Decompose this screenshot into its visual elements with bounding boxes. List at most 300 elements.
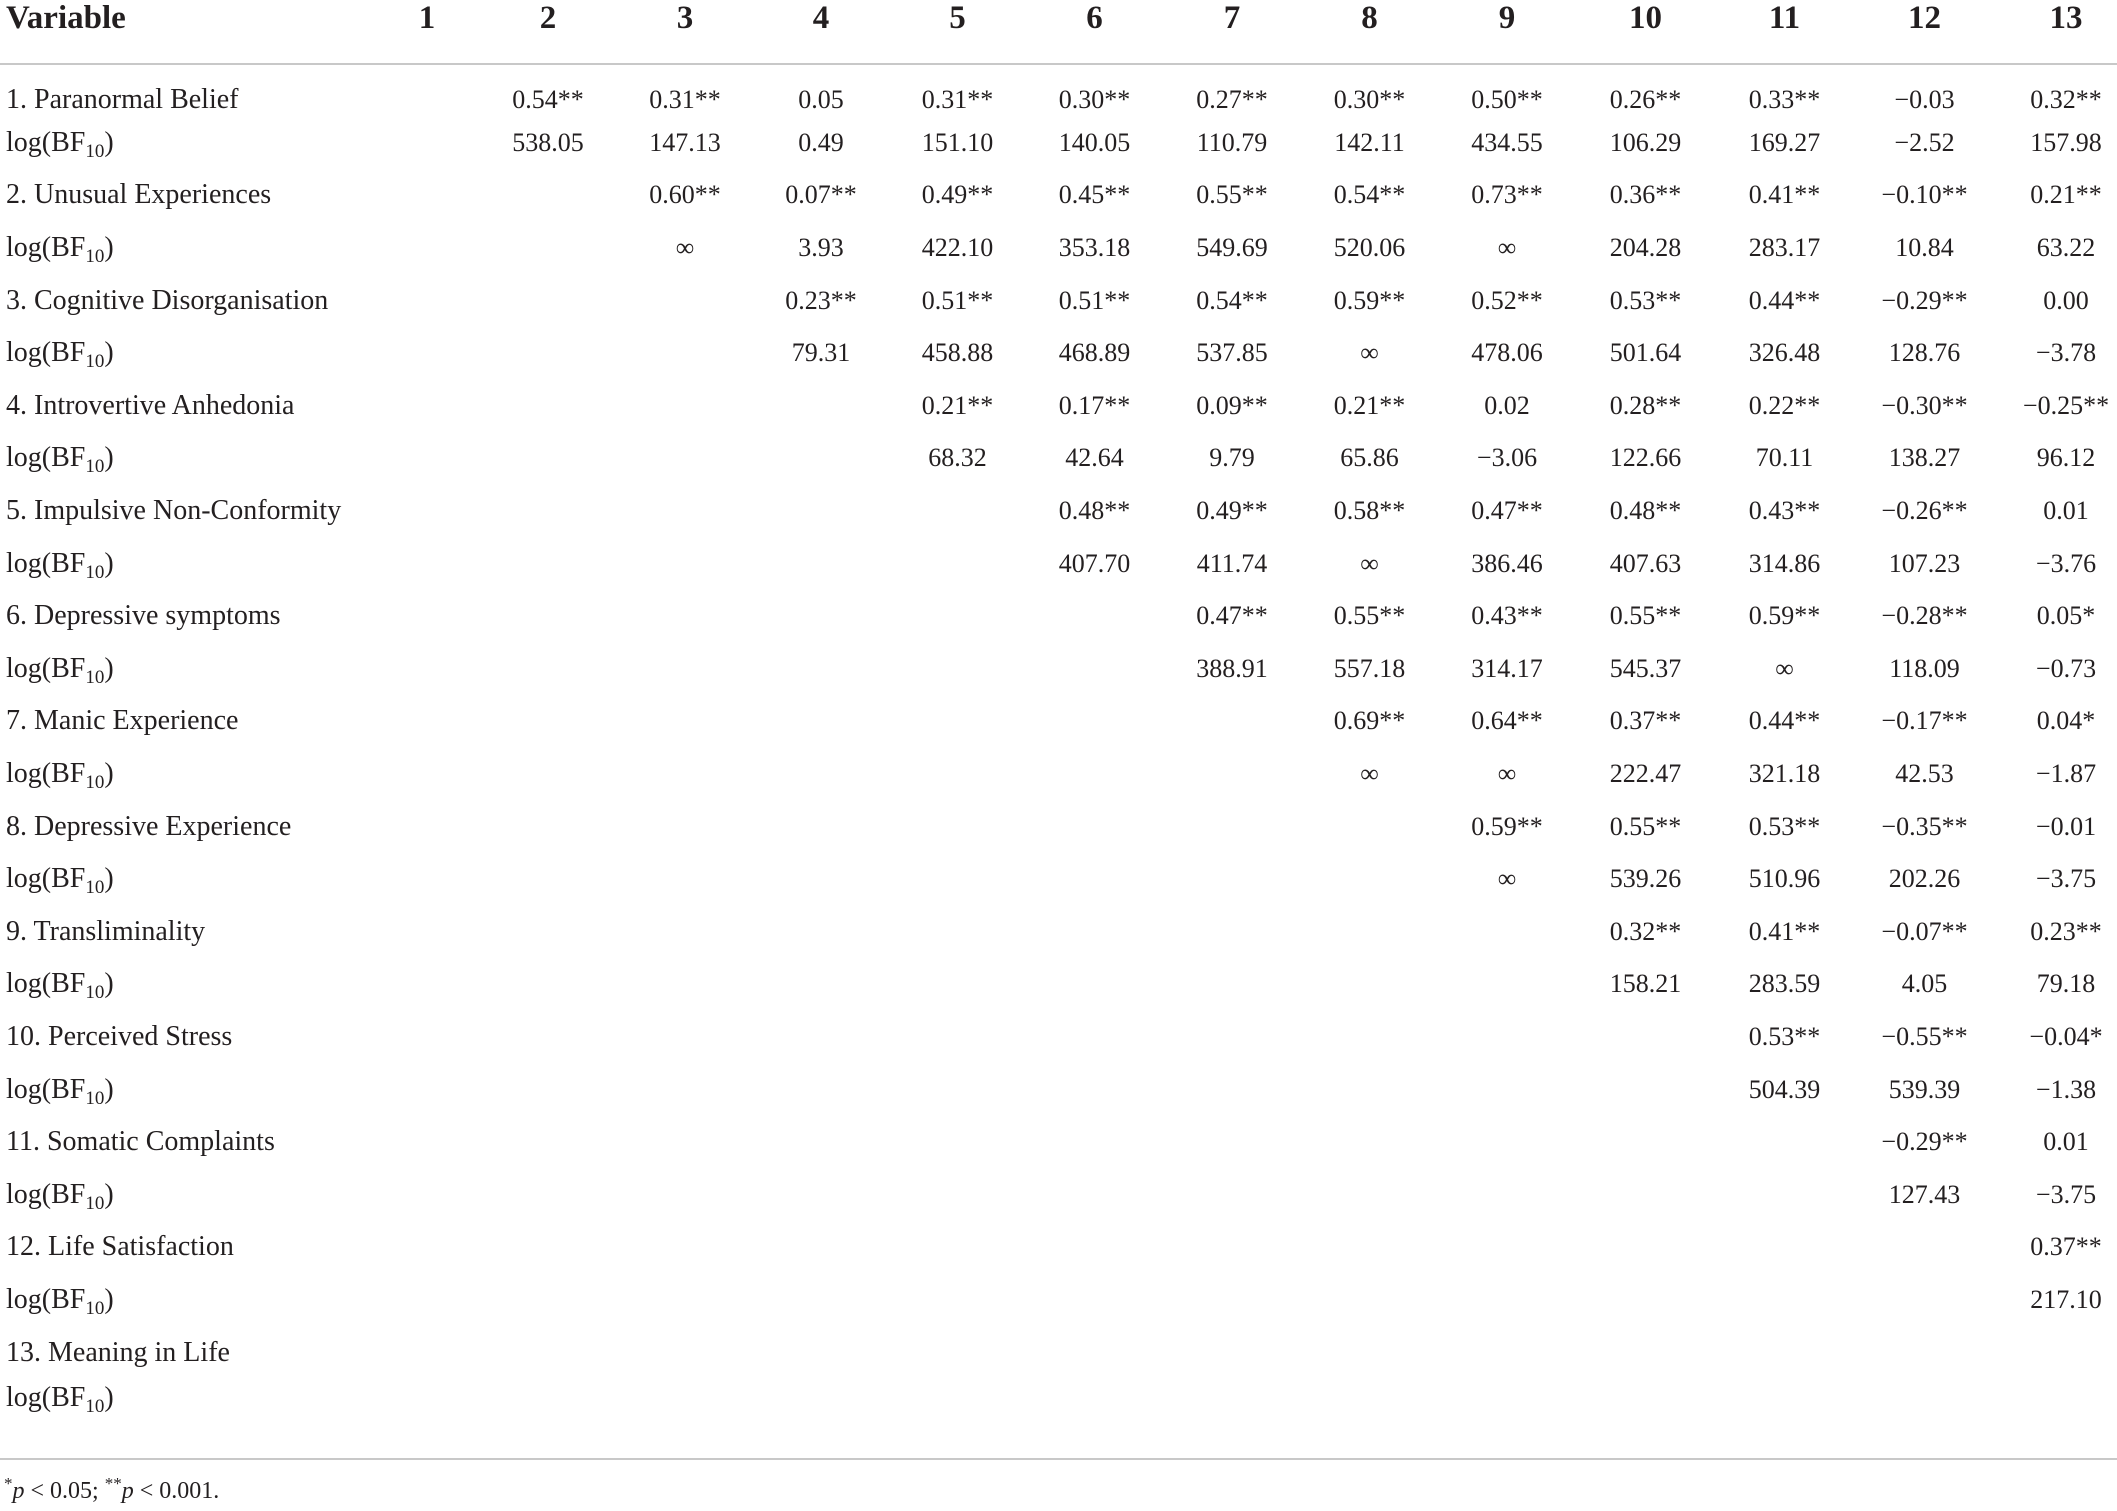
bayes-factor-cell: 407.70 <box>1058 548 1131 578</box>
correlation-row <box>0 1221 2117 1274</box>
bayes-factor-cell: ∞ <box>1775 653 1794 683</box>
log-bf-label <box>0 1379 375 1432</box>
variable-label: 2. Unusual Experiences <box>6 179 272 211</box>
correlation-cell <box>889 906 1026 959</box>
correlation-cell: −0.28** <box>1881 601 1968 631</box>
log-bf-label <box>0 643 375 696</box>
correlation-row <box>0 380 2117 433</box>
table-body <box>0 64 2117 1431</box>
correlation-cell <box>1163 906 1301 959</box>
bayes-factor-cell: −3.06 <box>1476 443 1538 473</box>
correlation-cell <box>375 485 479 538</box>
correlation-cell <box>479 1221 617 1274</box>
variable-label: 1. Paranormal Belief <box>6 83 239 115</box>
correlation-cell: 0.69** <box>1333 706 1406 736</box>
correlation-cell <box>1576 1326 1715 1379</box>
log-bf-label-close: ) <box>104 968 114 1000</box>
correlation-cell: 0.64** <box>1471 706 1543 736</box>
correlation-cell: 0.47** <box>1471 496 1543 526</box>
footnote-p-symbol-2: p <box>121 1478 134 1504</box>
bayes-factor-cell: 478.06 <box>1471 338 1543 368</box>
correlation-cell <box>375 906 479 959</box>
log-bf-subscript: 10 <box>85 1192 105 1214</box>
correlation-cell: −0.35** <box>1881 811 1968 841</box>
correlation-cell: 0.58** <box>1333 496 1406 526</box>
correlation-cell: 0.51** <box>1058 285 1131 315</box>
bayes-factor-cell <box>753 853 889 906</box>
bayes-factor-cell <box>1438 1379 1576 1432</box>
correlation-cell: 0.60** <box>649 180 721 210</box>
correlation-cell <box>479 1011 617 1064</box>
bayes-factor-cell <box>617 327 753 380</box>
bayes-factor-cell <box>889 853 1026 906</box>
bayes-factor-cell: 407.63 <box>1609 548 1682 578</box>
correlation-cell <box>1163 1326 1301 1379</box>
bayes-factor-cell: ∞ <box>1360 338 1379 368</box>
bayes-factor-row <box>0 117 2117 170</box>
correlation-cell <box>1995 1326 2117 1379</box>
correlation-cell: −0.17** <box>1881 706 1968 736</box>
bayes-factor-row <box>0 1379 2117 1432</box>
header-col-10: 10 <box>1576 0 1715 64</box>
bayes-factor-row <box>0 643 2117 696</box>
bayes-factor-cell <box>1438 1168 1576 1221</box>
correlation-cell: 0.21** <box>921 390 994 420</box>
bayes-factor-cell <box>1995 1379 2117 1432</box>
log-bf-label-close: ) <box>104 1283 114 1315</box>
correlation-cell <box>617 695 753 748</box>
correlation-cell: 0.54** <box>1196 285 1268 315</box>
correlation-cell <box>1026 800 1163 853</box>
bayes-factor-cell: 388.91 <box>1196 653 1268 683</box>
bayes-factor-cell: 222.47 <box>1609 759 1682 789</box>
bayes-factor-cell <box>375 327 479 380</box>
log-bf-label-text: log(BF <box>6 652 86 684</box>
correlation-cell <box>375 380 479 433</box>
correlation-cell <box>1438 1116 1576 1169</box>
bayes-factor-cell <box>753 643 889 696</box>
bayes-factor-cell: −1.38 <box>2035 1074 2097 1104</box>
log-bf-label <box>0 1063 375 1116</box>
bayes-factor-cell <box>1576 1063 1715 1116</box>
log-bf-subscript: 10 <box>85 456 105 478</box>
correlation-cell: 0.21** <box>1333 390 1406 420</box>
log-bf-label-close: ) <box>104 1382 114 1414</box>
correlation-cell: −0.01 <box>2035 811 2097 841</box>
log-bf-label <box>0 222 375 275</box>
correlation-cell: 0.37** <box>1609 706 1682 736</box>
correlation-cell <box>889 1011 1026 1064</box>
bayes-factor-cell <box>617 537 753 590</box>
correlation-cell: −0.29** <box>1881 285 1968 315</box>
bayes-factor-cell: 147.13 <box>649 127 721 157</box>
bayes-factor-cell <box>479 643 617 696</box>
correlation-cell <box>1163 1011 1301 1064</box>
correlation-cell <box>1438 1326 1576 1379</box>
bayes-factor-cell: 283.17 <box>1748 233 1821 263</box>
bayes-factor-cell <box>1301 958 1438 1011</box>
bayes-factor-cell <box>1576 1379 1715 1432</box>
bayes-factor-cell: 411.74 <box>1196 548 1268 578</box>
bayes-factor-cell: 204.28 <box>1609 233 1682 263</box>
bayes-factor-row <box>0 1063 2117 1116</box>
correlation-cell: 0.47** <box>1196 601 1268 631</box>
correlation-cell: 0.05 <box>798 84 844 114</box>
bayes-factor-cell <box>375 222 479 275</box>
bayes-factor-cell <box>889 1274 1026 1327</box>
correlation-row <box>0 800 2117 853</box>
bayes-factor-cell <box>617 1168 753 1221</box>
bayes-factor-cell <box>753 748 889 801</box>
bayes-factor-cell: 321.18 <box>1748 759 1821 789</box>
correlation-cell: −0.30** <box>1881 390 1968 420</box>
bayes-factor-cell: 169.27 <box>1748 127 1821 157</box>
correlation-cell <box>753 1326 889 1379</box>
bayes-factor-cell <box>617 432 753 485</box>
bayes-factor-cell: 314.86 <box>1748 548 1821 578</box>
correlation-cell <box>1301 800 1438 853</box>
correlation-cell: −0.29** <box>1881 1127 1968 1157</box>
bayes-factor-cell <box>1301 853 1438 906</box>
bayes-factor-cell: ∞ <box>1497 759 1517 789</box>
correlation-cell: 0.73** <box>1471 180 1543 210</box>
bayes-factor-cell: 326.48 <box>1748 338 1821 368</box>
correlation-cell: 0.22** <box>1748 390 1821 420</box>
bayes-factor-cell <box>1438 958 1576 1011</box>
bayes-factor-cell <box>375 1168 479 1221</box>
header-col-5: 5 <box>889 0 1026 64</box>
bayes-factor-cell <box>889 1063 1026 1116</box>
correlation-cell <box>1715 1116 1854 1169</box>
correlation-cell <box>1026 1221 1163 1274</box>
correlation-cell: 0.41** <box>1748 180 1821 210</box>
correlation-cell: 0.53** <box>1748 811 1821 841</box>
bayes-factor-cell <box>617 853 753 906</box>
correlation-cell: −0.04* <box>2029 1021 2103 1051</box>
bayes-factor-cell <box>1163 853 1301 906</box>
correlation-cell <box>1576 1221 1715 1274</box>
bayes-factor-cell <box>375 432 479 485</box>
bayes-factor-cell: 539.39 <box>1888 1074 1961 1104</box>
footnote-star-single: * <box>4 1474 13 1493</box>
correlation-cell: 0.21** <box>2030 180 2102 210</box>
bayes-factor-cell: 283.59 <box>1748 969 1821 999</box>
correlation-row <box>0 906 2117 959</box>
header-col-3: 3 <box>617 0 753 64</box>
log-bf-label-text: log(BF <box>6 547 86 579</box>
correlation-row <box>0 695 2117 748</box>
bayes-factor-cell: −1.87 <box>2035 759 2097 789</box>
variable-label: 3. Cognitive Disorganisation <box>6 284 329 316</box>
log-bf-label-text: log(BF <box>6 968 86 1000</box>
bayes-factor-cell <box>889 748 1026 801</box>
bayes-factor-cell <box>889 537 1026 590</box>
bayes-factor-cell <box>1301 1379 1438 1432</box>
bayes-factor-cell: 106.29 <box>1609 127 1682 157</box>
correlation-cell <box>617 1011 753 1064</box>
bayes-factor-cell <box>479 1379 617 1432</box>
bayes-factor-cell: 142.11 <box>1334 127 1405 157</box>
correlation-cell <box>479 695 617 748</box>
bayes-factor-cell: 70.11 <box>1755 443 1814 473</box>
bayes-factor-cell <box>1026 1168 1163 1221</box>
correlation-row <box>0 274 2117 327</box>
bayes-factor-cell: −3.75 <box>2035 864 2097 894</box>
bayes-factor-cell <box>1163 1063 1301 1116</box>
log-bf-label-text: log(BF <box>6 758 86 790</box>
log-bf-subscript: 10 <box>85 1087 105 1109</box>
bayes-factor-cell <box>889 1379 1026 1432</box>
log-bf-label <box>0 117 375 170</box>
bayes-factor-cell <box>375 117 479 170</box>
log-bf-label-text: log(BF <box>6 1073 86 1105</box>
bayes-factor-row <box>0 327 2117 380</box>
correlation-cell <box>753 1116 889 1169</box>
bayes-factor-cell: −0.73 <box>2035 653 2097 683</box>
correlation-cell: 0.23** <box>785 285 857 315</box>
bayes-factor-cell <box>1715 1168 1854 1221</box>
correlation-cell: 0.53** <box>1748 1021 1821 1051</box>
bayes-factor-row <box>0 1168 2117 1221</box>
bayes-factor-cell <box>1163 748 1301 801</box>
bayes-factor-cell <box>375 643 479 696</box>
correlation-cell <box>1026 695 1163 748</box>
correlation-cell: 0.01 <box>2043 1127 2089 1157</box>
bayes-factor-cell: 79.18 <box>2036 969 2096 999</box>
bayes-factor-cell <box>1163 958 1301 1011</box>
correlation-cell <box>1026 1011 1163 1064</box>
log-bf-subscript: 10 <box>85 982 105 1004</box>
bayes-factor-cell: 314.17 <box>1471 653 1543 683</box>
correlation-cell: 0.28** <box>1609 390 1682 420</box>
log-bf-subscript: 10 <box>85 1297 105 1319</box>
correlation-cell <box>1438 1011 1576 1064</box>
log-bf-label-text: log(BF <box>6 1283 86 1315</box>
correlation-cell <box>617 1221 753 1274</box>
correlation-cell <box>1301 1116 1438 1169</box>
log-bf-subscript: 10 <box>85 351 105 373</box>
bayes-factor-cell: 202.26 <box>1888 864 1961 894</box>
correlation-cell <box>1026 1116 1163 1169</box>
bayes-factor-cell: 468.89 <box>1058 338 1131 368</box>
correlation-cell <box>1163 695 1301 748</box>
correlation-cell <box>889 485 1026 538</box>
correlation-row <box>0 169 2117 222</box>
correlation-cell <box>375 274 479 327</box>
bayes-factor-cell <box>1576 1168 1715 1221</box>
bayes-factor-cell <box>617 643 753 696</box>
bayes-factor-cell: 434.55 <box>1471 127 1543 157</box>
correlation-cell <box>617 1116 753 1169</box>
bayes-factor-cell: 504.39 <box>1748 1074 1821 1104</box>
bayes-factor-cell <box>375 748 479 801</box>
bayes-factor-cell <box>617 748 753 801</box>
bayes-factor-cell <box>617 1379 753 1432</box>
bayes-factor-cell <box>1854 1274 1995 1327</box>
correlation-cell: −0.55** <box>1881 1021 1968 1051</box>
bayes-factor-cell <box>1715 1379 1854 1432</box>
correlation-cell <box>1026 1326 1163 1379</box>
bayes-factor-cell: 538.05 <box>512 127 584 157</box>
bayes-factor-cell: 549.69 <box>1196 233 1268 263</box>
bayes-factor-cell: 4.05 <box>1901 969 1948 999</box>
bayes-factor-cell <box>1163 1168 1301 1221</box>
bayes-factor-cell: ∞ <box>675 233 695 263</box>
bayes-factor-cell <box>617 1274 753 1327</box>
correlation-cell: −0.25** <box>2022 390 2110 420</box>
log-bf-label-close: ) <box>104 1178 114 1210</box>
correlation-cell <box>889 1326 1026 1379</box>
variable-label: 6. Depressive symptoms <box>6 600 281 632</box>
correlation-cell <box>375 1011 479 1064</box>
correlation-row <box>0 485 2117 538</box>
bayes-factor-cell: −3.75 <box>2035 1179 2097 1209</box>
bayes-factor-cell <box>617 958 753 1011</box>
correlation-cell <box>1163 800 1301 853</box>
log-bf-label <box>0 1274 375 1327</box>
bayes-factor-cell <box>1163 1274 1301 1327</box>
bayes-factor-cell: 122.66 <box>1609 443 1682 473</box>
correlation-cell: 0.37** <box>2030 1232 2102 1262</box>
log-bf-label <box>0 853 375 906</box>
bayes-factor-cell: 128.76 <box>1888 338 1961 368</box>
correlation-cell: 0.30** <box>1333 84 1406 114</box>
correlation-cell <box>479 274 617 327</box>
bayes-factor-cell <box>753 1274 889 1327</box>
bayes-factor-cell <box>889 1168 1026 1221</box>
log-bf-label-close: ) <box>104 758 114 790</box>
bayes-factor-cell: 140.05 <box>1058 127 1131 157</box>
correlation-cell: 0.55** <box>1609 811 1682 841</box>
correlation-cell: 0.53** <box>1609 285 1682 315</box>
bayes-factor-cell <box>753 1379 889 1432</box>
correlation-cell <box>1854 1221 1995 1274</box>
bayes-factor-cell: 217.10 <box>2030 1284 2102 1314</box>
correlation-cell: 0.07** <box>785 180 857 210</box>
bayes-factor-cell: −3.78 <box>2035 338 2097 368</box>
log-bf-subscript: 10 <box>85 877 105 899</box>
bayes-factor-cell: 9.79 <box>1209 443 1255 473</box>
bayes-factor-cell <box>889 643 1026 696</box>
bayes-factor-cell <box>753 1063 889 1116</box>
bayes-factor-cell <box>1301 1063 1438 1116</box>
correlation-cell <box>753 1221 889 1274</box>
log-bf-subscript: 10 <box>85 246 105 268</box>
bayes-factor-cell <box>1026 1274 1163 1327</box>
header-col-12: 12 <box>1854 0 1995 64</box>
correlation-cell: 0.50** <box>1471 84 1543 114</box>
log-bf-label-text: log(BF <box>6 337 86 369</box>
correlation-cell <box>617 380 753 433</box>
correlation-cell: 0.48** <box>1609 496 1682 526</box>
correlation-cell <box>889 590 1026 643</box>
bayes-factor-row <box>0 537 2117 590</box>
correlation-cell <box>1301 1221 1438 1274</box>
log-bf-label-close: ) <box>104 863 114 895</box>
log-bf-label-text: log(BF <box>6 232 86 264</box>
bayes-factor-cell <box>1026 958 1163 1011</box>
bayes-factor-cell <box>479 1168 617 1221</box>
correlation-cell <box>617 274 753 327</box>
correlation-cell <box>375 1116 479 1169</box>
correlation-cell <box>617 590 753 643</box>
correlation-cell <box>1854 1326 1995 1379</box>
bayes-factor-cell <box>753 432 889 485</box>
correlation-cell: 0.44** <box>1748 285 1821 315</box>
correlation-cell: 0.59** <box>1333 285 1406 315</box>
correlation-cell <box>375 1326 479 1379</box>
correlation-cell <box>479 800 617 853</box>
variable-label: 7. Manic Experience <box>6 705 239 737</box>
correlation-cell: 0.26** <box>1609 84 1682 114</box>
correlation-cell: 0.01 <box>2043 496 2089 526</box>
bayes-factor-cell <box>479 327 617 380</box>
log-bf-label-close: ) <box>104 442 114 474</box>
bayes-factor-cell: 537.85 <box>1196 338 1268 368</box>
correlation-cell <box>753 485 889 538</box>
log-bf-subscript: 10 <box>85 1396 105 1418</box>
correlation-cell: 0.55** <box>1196 180 1268 210</box>
correlation-cell: 0.54** <box>512 84 584 114</box>
bayes-factor-cell: 42.53 <box>1895 759 1954 789</box>
bayes-factor-cell <box>479 748 617 801</box>
correlation-cell <box>1301 1326 1438 1379</box>
correlation-cell <box>375 1221 479 1274</box>
log-bf-label-text: log(BF <box>6 863 86 895</box>
bayes-factor-cell <box>479 853 617 906</box>
log-bf-subscript: 10 <box>85 561 105 583</box>
bayes-factor-cell <box>375 853 479 906</box>
header-col-6: 6 <box>1026 0 1163 64</box>
correlation-cell <box>753 1011 889 1064</box>
correlation-cell <box>1715 1221 1854 1274</box>
correlation-cell: 0.33** <box>1748 84 1821 114</box>
bayes-factor-row <box>0 1274 2117 1327</box>
header-col-8: 8 <box>1301 0 1438 64</box>
correlation-cell <box>1026 590 1163 643</box>
correlation-cell <box>1438 906 1576 959</box>
correlation-cell: 0.09** <box>1196 390 1268 420</box>
correlation-cell: −0.03 <box>1894 84 1955 114</box>
correlation-cell <box>889 1221 1026 1274</box>
variable-label: 4. Introvertive Anhedonia <box>6 389 295 421</box>
variable-label: 10. Perceived Stress <box>6 1020 233 1052</box>
correlation-cell <box>753 590 889 643</box>
correlation-cell <box>1163 1116 1301 1169</box>
correlation-cell <box>375 169 479 222</box>
correlation-cell <box>1715 1326 1854 1379</box>
header-col-11: 11 <box>1715 0 1854 64</box>
bayes-factor-cell: 107.23 <box>1888 548 1961 578</box>
header-col-1: 1 <box>375 0 479 64</box>
correlation-cell: 0.27** <box>1196 84 1268 114</box>
footnote-condition-2: < 0.001. <box>133 1478 220 1504</box>
bayes-factor-cell: 79.31 <box>791 338 851 368</box>
correlation-cell <box>617 906 753 959</box>
bayes-factor-cell: 157.98 <box>2030 127 2102 157</box>
variable-label: 12. Life Satisfaction <box>6 1231 234 1263</box>
correlation-row <box>0 1116 2117 1169</box>
bayes-factor-cell <box>1026 1063 1163 1116</box>
bayes-factor-cell <box>753 1168 889 1221</box>
correlation-cell <box>753 695 889 748</box>
bayes-factor-cell: 353.18 <box>1058 233 1131 263</box>
correlation-cell <box>1301 906 1438 959</box>
correlation-row <box>0 590 2117 643</box>
log-bf-label-text: log(BF <box>6 1382 86 1414</box>
bayes-factor-cell: 557.18 <box>1333 653 1406 683</box>
correlation-cell <box>375 590 479 643</box>
